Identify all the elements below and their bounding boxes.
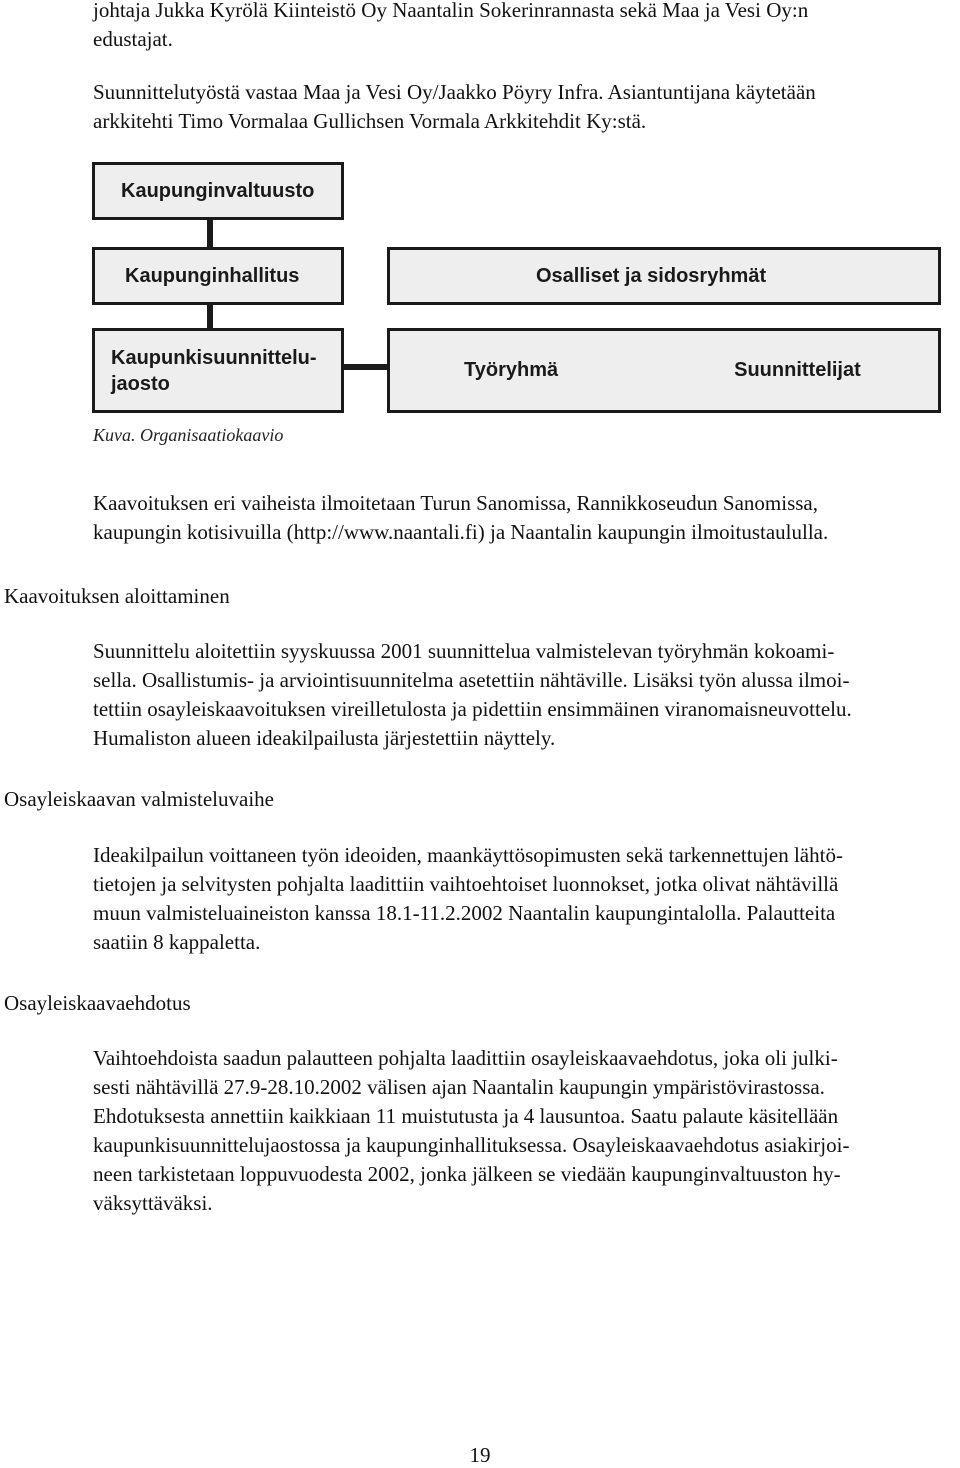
text-line: tettiin osayleiskaavoituksen vireilletulosta ja pidettiin ensimmäinen viranomaisneuvottelu. — [93, 697, 852, 721]
connector-line — [344, 364, 387, 370]
text-line: Suunnittelutyöstä vastaa Maa ja Vesi Oy/Jaakko Pöyry Infra. Asiantuntijana käytetään — [93, 80, 816, 104]
text-line: sesti nähtävillä 27.9-28.10.2002 välisen ajan Naantalin kaupungin ympäristövirastossa. — [93, 1075, 825, 1099]
stakeholders-box — [387, 247, 941, 305]
text-line: edustajat. — [93, 27, 173, 51]
section-heading-start: Kaavoituksen aloittaminen — [4, 584, 230, 608]
text-line: Kaavoituksen eri vaiheista ilmoitetaan Turun Sanomissa, Rannikkoseudun Sanomissa, — [93, 491, 819, 515]
text-line: saatiin 8 kappaletta. — [93, 930, 261, 954]
board-label: Kaupunginhallitus — [125, 264, 300, 287]
planners-label: Suunnittelijat — [734, 359, 861, 381]
council-label: Kaupunginvaltuusto — [121, 179, 315, 202]
text-line: Suunnittelu aloitettiin syyskuussa 2001 suunnittelua valmistelevan työryhmän kokoami- — [93, 639, 835, 663]
text-line: väksyttäväksi. — [93, 1191, 213, 1215]
board-box — [92, 247, 344, 305]
planning-committee-box — [92, 328, 344, 413]
figure-caption: Kuva. Organisaatiokaavio — [93, 425, 284, 445]
text-line: Vaihtoehdoista saadun palautteen pohjalta laadittiin osayleiskaavaehdotus, joka oli julki- — [93, 1046, 838, 1070]
text-line: muun valmisteluaineiston kanssa 18.1-11.2.2002 Naantalin kaupungintalolla. Palautteita — [93, 901, 836, 925]
text-line: kaupungin kotisivuilla (http://www.naantali.fi) ja Naantalin kaupungin ilmoitustaululla. — [93, 520, 829, 544]
planning-committee-label-line2: jaosto — [111, 372, 170, 395]
section-body-preparation — [93, 841, 953, 957]
text-line: Ehdotuksesta annettiin kaikkiaan 11 muistutusta ja 4 lausuntoa. Saatu palaute käsitellään — [93, 1104, 839, 1128]
announcement-paragraph — [93, 489, 953, 547]
section-heading-preparation: Osayleiskaavan valmisteluvaihe — [4, 787, 274, 811]
council-box — [92, 162, 344, 220]
page-number: 19 — [469, 1443, 491, 1467]
text-line: tietojen ja selvitysten pohjalta laadittiin vaihtoehtoiset luonnokset, jotka olivat nähtävillä — [93, 872, 839, 896]
text-line: arkkitehti Timo Vormalaa Gullichsen Vormala Arkkitehdit Ky:stä. — [93, 109, 647, 133]
connector-line — [207, 220, 213, 247]
team-box — [387, 328, 941, 413]
working-group-label: Työryhmä — [464, 359, 559, 381]
text-line: kaupunkisuunnittelujaostossa ja kaupunginhallituksessa. Osayleiskaavaehdotus asiakirjoi- — [93, 1133, 850, 1157]
section-heading-proposal: Osayleiskaavaehdotus — [4, 991, 191, 1015]
text-line: Ideakilpailun voittaneen työn ideoiden, maankäyttösopimusten sekä tarkennettujen lähtö- — [93, 843, 843, 867]
text-line: neen tarkistetaan loppuvuodesta 2002, jonka jälkeen se viedään kaupunginvaltuuston hy- — [93, 1162, 841, 1186]
section-body-proposal — [93, 1044, 953, 1218]
planning-committee-label-line1: Kaupunkisuunnittelu- — [111, 346, 317, 369]
connector-line — [207, 305, 213, 328]
section-body-start — [93, 637, 953, 753]
text-line: johtaja Jukka Kyrölä Kiinteistö Oy Naantalin Sokerinrannasta sekä Maa ja Vesi Oy:n — [93, 0, 809, 22]
intro-paragraph-1 — [93, 0, 953, 54]
intro-paragraph-2 — [93, 78, 953, 136]
text-line: Humaliston alueen ideakilpailusta järjestettiin näyttely. — [93, 726, 556, 750]
stakeholders-label: Osalliset ja sidosryhmät — [536, 264, 767, 287]
text-line: sella. Osallistumis- ja arviointisuunnitelma asetettiin nähtäville. Lisäksi työn alussa ilmoi- — [93, 668, 850, 692]
